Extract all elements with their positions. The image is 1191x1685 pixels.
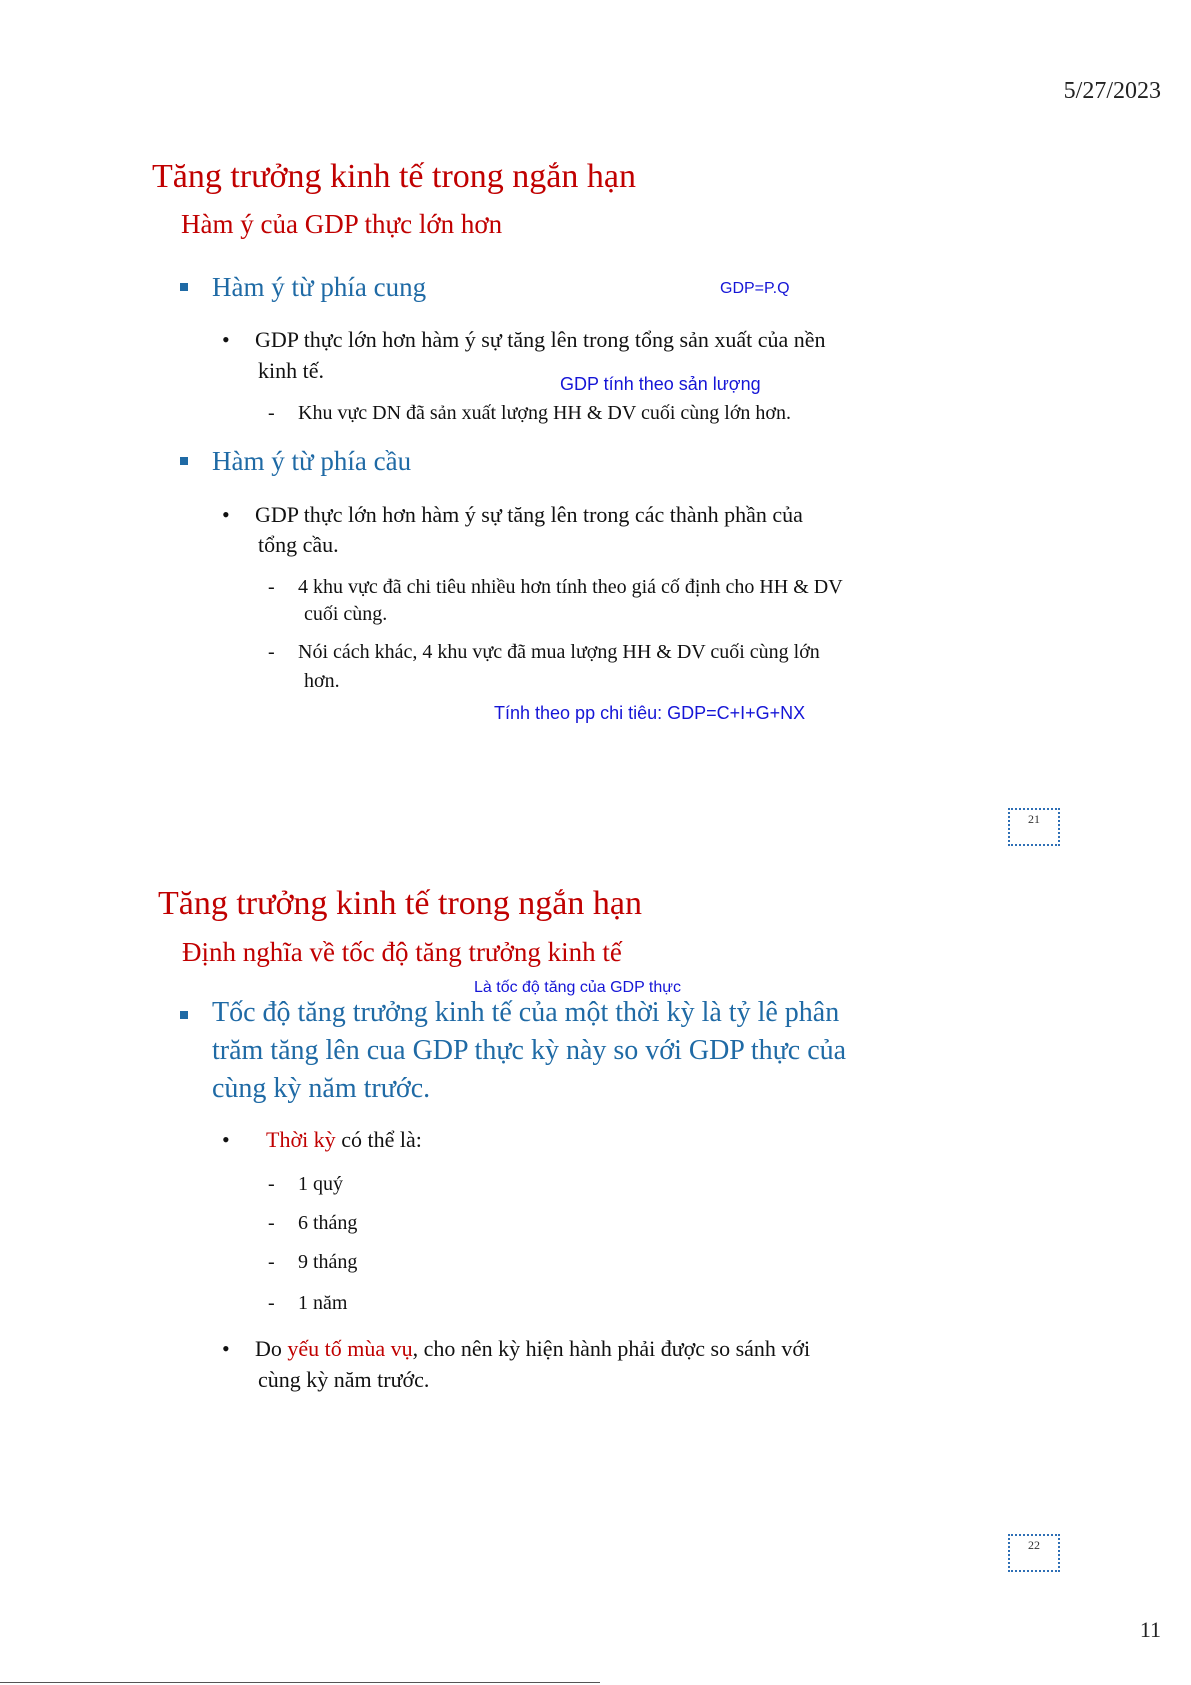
season-prefix: Do bbox=[255, 1336, 288, 1361]
annotation-output-method: GDP tính theo sản lượng bbox=[560, 374, 761, 394]
demand-point-line1: GDP thực lớn hơn hàm ý sự tăng lên trong các thành phần của bbox=[255, 502, 803, 527]
definition-line1: Tốc độ tăng trưởng kinh tế của một thời kỳ là tỷ lê phân bbox=[212, 997, 840, 1028]
slide-number-box: 22 bbox=[1008, 1534, 1060, 1572]
annotation-expenditure-method: Tính theo pp chi tiêu: GDP=C+I+G+NX bbox=[494, 703, 806, 723]
round-bullet-icon: • bbox=[222, 1336, 230, 1361]
definition-line2: trăm tăng lên cua GDP thực kỳ này so với GDP thực của bbox=[212, 1035, 847, 1066]
annotation-real-gdp-growth: Là tốc độ tăng của GDP thực bbox=[474, 979, 681, 996]
demand-point-line2: tổng cầu. bbox=[258, 532, 339, 557]
season-rest: , cho nên kỳ hiện hành phải được so sánh với bbox=[412, 1336, 811, 1361]
supply-point-line1: GDP thực lớn hơn hàm ý sự tăng lên trong tổng sản xuất của nền bbox=[255, 327, 826, 352]
annotation-gdp-pq: GDP=P.Q bbox=[720, 280, 790, 297]
demand-sub1-line1: 4 khu vực đã chi tiêu nhiều hơn tính theo giá cố định cho HH & DV bbox=[298, 576, 843, 598]
page-number: 11 bbox=[1139, 1617, 1161, 1642]
dash-bullet-icon: - bbox=[268, 1212, 275, 1234]
period-highlight: Thời kỳ bbox=[266, 1127, 336, 1152]
period-item-text: 1 quý bbox=[298, 1173, 343, 1195]
slide-subtitle: Hàm ý của GDP thực lớn hơn bbox=[181, 209, 503, 239]
seasonal-point-line2: cùng kỳ năm trước. bbox=[258, 1367, 430, 1392]
dash-bullet-icon: - bbox=[268, 1251, 275, 1273]
square-bullet-icon bbox=[180, 283, 188, 291]
definition-bullet bbox=[180, 1000, 212, 1031]
slide-title: Tăng trưởng kinh tế trong ngắn hạn bbox=[158, 885, 642, 922]
dash-bullet-icon: - bbox=[268, 1292, 275, 1314]
round-bullet-icon: • bbox=[222, 1127, 230, 1152]
dash-bullet-icon: - bbox=[268, 576, 275, 598]
period-item bbox=[268, 1209, 357, 1237]
demand-heading bbox=[180, 446, 411, 477]
round-bullet-icon: • bbox=[222, 327, 230, 352]
bottom-divider bbox=[0, 1682, 600, 1683]
seasonal-point bbox=[222, 1333, 810, 1364]
period-item-text: 6 tháng bbox=[298, 1212, 358, 1234]
demand-point bbox=[222, 499, 803, 530]
supply-sub-text: Khu vực DN đã sản xuất lượng HH & DV cuối cùng lớn hơn. bbox=[298, 402, 791, 424]
dash-bullet-icon: - bbox=[268, 641, 275, 663]
supply-heading-text: Hàm ý từ phía cung bbox=[212, 272, 427, 302]
demand-sub-point-1 bbox=[268, 573, 843, 601]
period-item bbox=[268, 1248, 357, 1276]
supply-heading bbox=[180, 272, 426, 303]
dash-bullet-icon: - bbox=[268, 402, 275, 424]
page-date: 5/27/2023 bbox=[1063, 78, 1161, 104]
slide-number-box: 21 bbox=[1008, 808, 1060, 846]
demand-sub2-line2: hơn. bbox=[304, 670, 340, 692]
period-item bbox=[268, 1289, 347, 1317]
dash-bullet-icon: - bbox=[268, 1173, 275, 1195]
period-rest: có thể là: bbox=[335, 1127, 422, 1152]
period-item bbox=[268, 1170, 343, 1198]
demand-heading-text: Hàm ý từ phía cầu bbox=[212, 446, 412, 476]
square-bullet-icon bbox=[180, 457, 188, 465]
demand-sub1-line2: cuối cùng. bbox=[304, 603, 388, 625]
round-bullet-icon: • bbox=[222, 502, 230, 527]
slide-title: Tăng trưởng kinh tế trong ngắn hạn bbox=[152, 158, 636, 195]
period-item-text: 9 tháng bbox=[298, 1251, 358, 1273]
supply-point bbox=[222, 324, 826, 355]
period-item-text: 1 năm bbox=[298, 1292, 348, 1314]
square-bullet-icon bbox=[180, 1011, 188, 1019]
definition-line3: cùng kỳ năm trước. bbox=[212, 1073, 431, 1104]
demand-sub-point-2 bbox=[268, 638, 820, 666]
demand-sub2-line1: Nói cách khác, 4 khu vực đã mua lượng HH & DV cuối cùng lớn bbox=[298, 641, 820, 663]
supply-point-line2: kinh tế. bbox=[258, 358, 324, 383]
slide-subtitle: Định nghĩa về tốc độ tăng trưởng kinh tế bbox=[182, 937, 622, 967]
period-point bbox=[222, 1124, 422, 1155]
supply-sub-point bbox=[268, 399, 791, 427]
season-highlight: yếu tố mùa vụ bbox=[287, 1336, 413, 1361]
